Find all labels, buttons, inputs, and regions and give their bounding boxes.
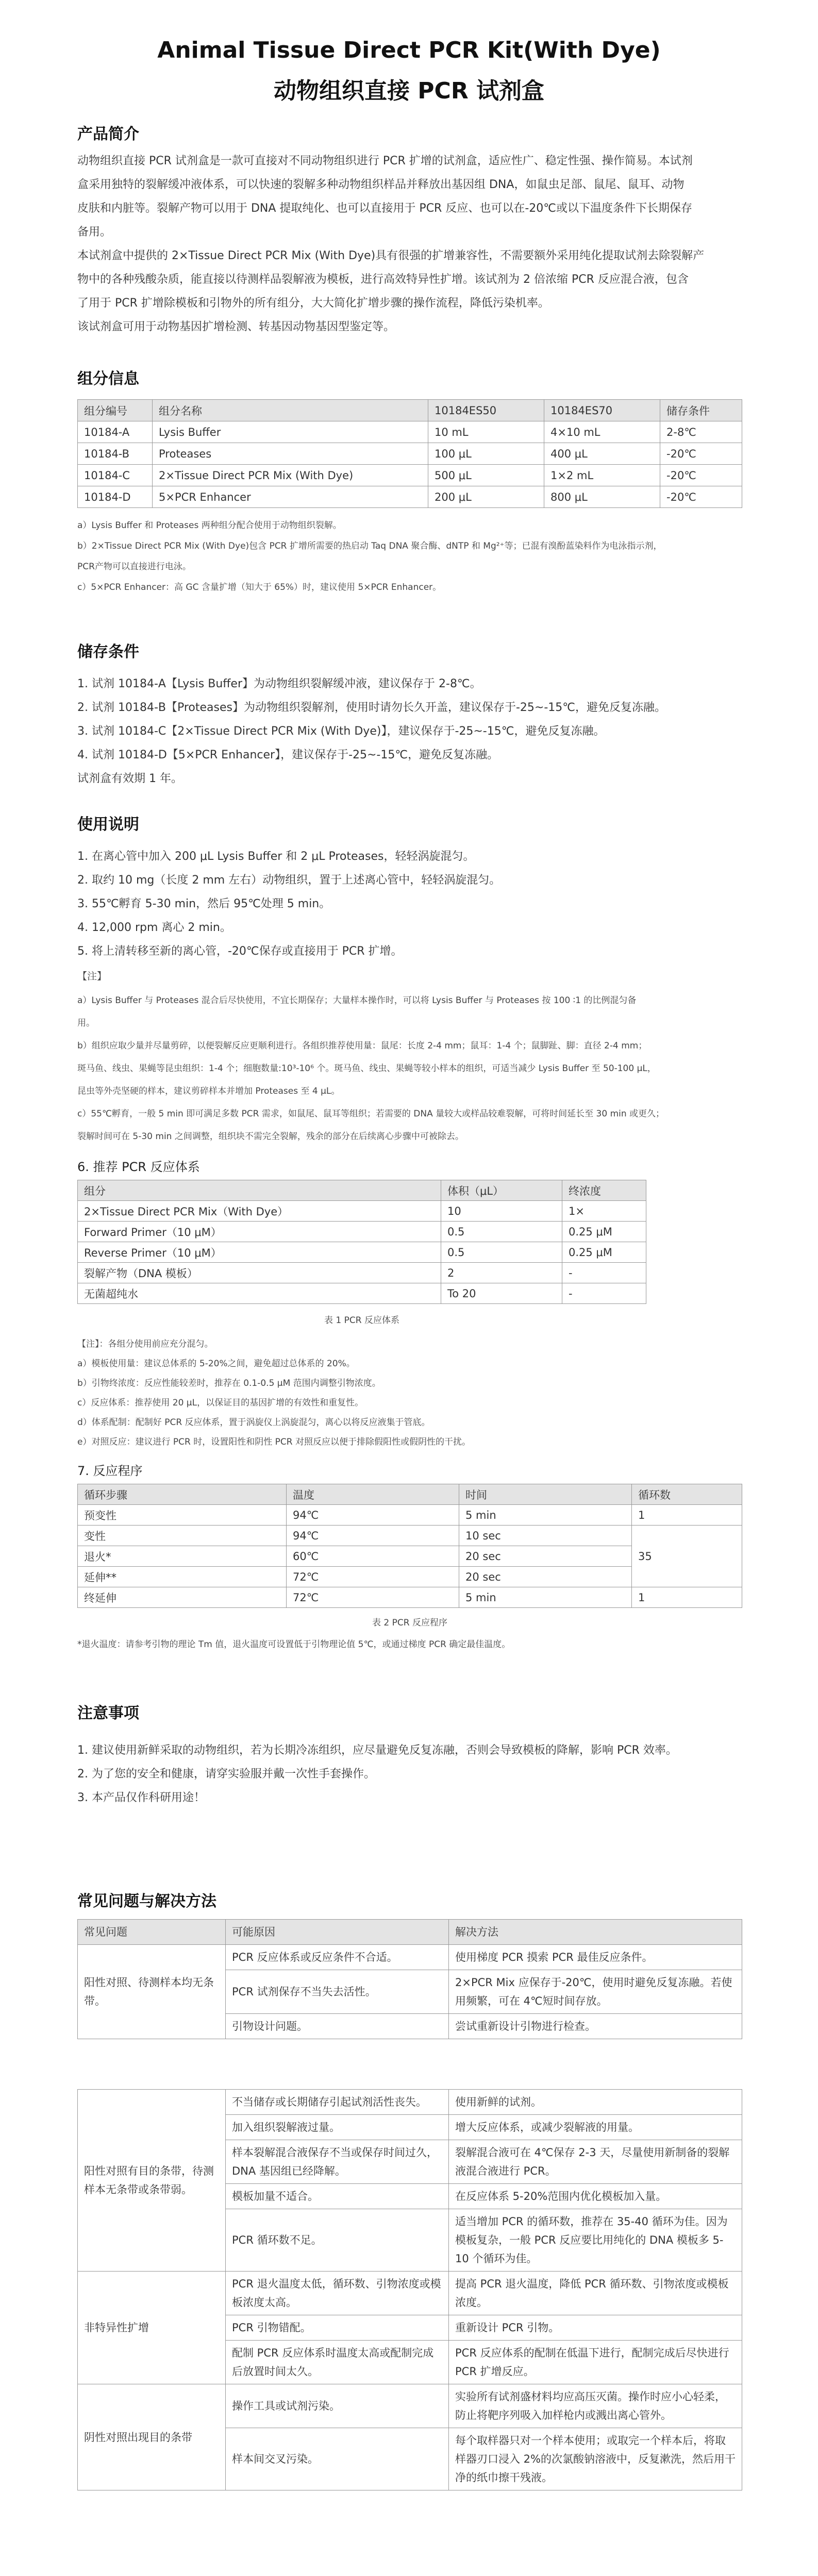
table-cell: Proteases	[153, 443, 428, 465]
note-line: b）引物终浓度：反应性能较差时，推荐在 0.1-0.5 μM 范围内调整引物浓度。	[77, 1378, 381, 1388]
table-row	[78, 1587, 742, 1608]
table-header: 组分名称	[153, 400, 428, 421]
table-cell: 5 min	[459, 1587, 632, 1608]
note-line: c）55℃孵育，一般 5 min 即可满足多数 PCR 需求，如鼠尾、鼠耳等组织；若需要的 DNA 量较大或样品较难裂解，可将时间延长至 30 min 或更久；	[77, 1109, 665, 1119]
faq-table	[77, 1919, 742, 2039]
intro-line: 备用。	[77, 226, 112, 239]
faq-cause: PCR 试剂保存不当失去活性。	[226, 1970, 449, 2014]
faq-cause: PCR 反应体系或反应条件不合适。	[226, 1945, 449, 1970]
note-line: PCR产物可以直接进行电泳。	[77, 562, 191, 572]
table-cell: -	[562, 1283, 646, 1304]
table-cell: 10184-C	[78, 465, 153, 486]
intro-line: 本试剂盒中提供的 2×Tissue Direct PCR Mix (With Dye)具有很强的扩增兼容性，不需要额外采用纯化提取试剂去除裂解产	[77, 249, 705, 262]
table-cell: 60℃	[287, 1546, 459, 1567]
table-cell: 0.25 μM	[562, 1222, 646, 1242]
table-cell: 10 mL	[428, 421, 544, 443]
table-header: 温度	[287, 1484, 459, 1505]
components-heading: 组分信息	[77, 370, 139, 388]
list-item: 4. 试剂 10184-D【5×PCR Enhancer】，建议保存于-25~-15℃，避免反复冻融。	[77, 749, 499, 761]
faq-cause: PCR 退火温度太低，循环数、引物浓度或模板浓度太高。	[226, 2272, 449, 2315]
table-header: 循环数	[632, 1484, 742, 1505]
table-cell: 2×Tissue Direct PCR Mix (With Dye)	[153, 465, 428, 486]
faq-cause: 配制 PCR 反应体系时温度太高或配制完成后放置时间太久。	[226, 2341, 449, 2384]
table-header: 可能原因	[226, 1920, 449, 1945]
intro-line: 物中的各种残酸杂质，能直接以待测样品裂解液为模板，进行高效特异性扩增。该试剂为 2 倍浓缩 PCR 反应混合液，包含	[77, 273, 689, 286]
list-item: 3. 本产品仅作科研用途！	[77, 1791, 205, 1804]
faq-solution: PCR 反应体系的配制在低温下进行，配制完成后尽快进行 PCR 扩增反应。	[449, 2341, 742, 2384]
table-row	[78, 421, 742, 443]
faq-problem: 阳性对照有目的条带，待测样本无条带或条带弱。	[78, 2090, 226, 2272]
table-cell: 10184-B	[78, 443, 153, 465]
title-en: Animal Tissue Direct PCR Kit(With Dye)	[157, 37, 661, 63]
table-row	[78, 465, 742, 486]
recipe-notes	[77, 1334, 742, 1452]
table-cell: 72℃	[287, 1567, 459, 1587]
faq-solution: 实验所有试剂盛材料均应高压灭菌。操作时应小心轻柔，防止将靶序列吸入加样枪内或溅出离心管外。	[449, 2384, 742, 2428]
table-cell: 终延伸	[78, 1587, 287, 1608]
table-row	[78, 1201, 646, 1222]
table-row	[78, 1526, 742, 1546]
note-line: b）2×Tissue Direct PCR Mix (With Dye)包含 PCR 扩增所需要的热启动 Taq DNA 聚合酶、dNTP 和 Mg²⁺等；已混有溴酚蓝染料作为电泳指示剂，	[77, 541, 662, 551]
note-line: e）对照反应：建议进行 PCR 时，设置阳性和阴性 PCR 对照反应以便于排除假阳性或假阴性的干扰。	[77, 1437, 471, 1447]
table-row	[78, 1263, 646, 1283]
table-cell: -	[562, 1263, 646, 1283]
table-cell: 1×2 mL	[544, 465, 660, 486]
storage-heading: 储存条件	[77, 643, 139, 661]
table-row	[78, 1505, 742, 1526]
faq-solution: 提高 PCR 退火温度，降低 PCR 循环数、引物浓度或模板浓度。	[449, 2272, 742, 2315]
note-line: a）模板使用量：建议总体系的 5-20%之间，避免超过总体系的 20%。	[77, 1359, 355, 1369]
table-row	[78, 1222, 646, 1242]
faq-cause: 模板加量不适合。	[226, 2184, 449, 2209]
cautions-list	[77, 1739, 742, 1810]
table-header: 时间	[459, 1484, 632, 1505]
table-cell: 2-8℃	[660, 421, 742, 443]
table-cell: 200 μL	[428, 486, 544, 508]
table-cell: 退火*	[78, 1546, 287, 1567]
usage-steps	[77, 845, 742, 963]
usage-notes	[77, 989, 742, 1148]
table-row	[78, 2384, 742, 2428]
faq-cause: 加入组织裂解液过量。	[226, 2115, 449, 2140]
usage-heading: 使用说明	[77, 816, 139, 834]
list-item: 5. 将上清转移至新的离心管，-20℃保存或直接用于 PCR 扩增。	[77, 945, 403, 958]
table-cell: 400 μL	[544, 443, 660, 465]
faq-solution: 尝试重新设计引物进行检查。	[449, 2014, 742, 2039]
list-item: 1. 建议使用新鲜采取的动物组织，若为长期冷冻组织，应尽量避免反复冻融，否则会导致模板的降解，影响 PCR 效率。	[77, 1744, 677, 1757]
recipe-table	[77, 1180, 646, 1304]
table-cell: -20℃	[660, 443, 742, 465]
faq-solution: 裂解混合液可在 4℃保存 2-3 天，尽量使用新制备的裂解液混合液进行 PCR。	[449, 2140, 742, 2184]
list-item: 1. 试剂 10184-A【Lysis Buffer】为动物组织裂解缓冲液，建议保存于 2-8℃。	[77, 677, 481, 690]
table-row	[78, 443, 742, 465]
table-cell: 10	[441, 1201, 562, 1222]
table-row	[78, 1945, 742, 1970]
faq-cause: 样本间交叉污染。	[226, 2428, 449, 2490]
faq-cause: 样本裂解混合液保存不当或保存时间过久，DNA 基因组已经降解。	[226, 2140, 449, 2184]
table-header: 10184ES50	[428, 400, 544, 421]
intro-line: 盒采用独特的裂解缓冲液体系，可以快速的裂解多种动物组织样品并释放出基因组 DNA，如鼠虫足部、鼠尾、鼠耳、动物	[77, 178, 685, 191]
note-line: a）Lysis Buffer 和 Proteases 两种组分配合使用于动物组织裂解。	[77, 520, 342, 531]
list-item: 2. 取约 10 mg（长度 2 mm 左右）动物组织，置于上述离心管中，轻轻涡旋混匀。	[77, 874, 501, 887]
faq-solution: 每个取样器只对一个样本使用；或取完一个样本后，将取样器刃口浸入 2%的次氯酸钠溶液中，反复漱洗，然后用干净的纸巾擦干残液。	[449, 2428, 742, 2490]
list-item: 2. 试剂 10184-B【Proteases】为动物组织裂解剂，使用时请勿长久开盖，建议保存于-25~-15℃，避免反复冻融。	[77, 701, 666, 714]
intro-text	[77, 149, 742, 339]
faq-cause: PCR 引物错配。	[226, 2315, 449, 2341]
faq-solution: 适当增加 PCR 的循环数，推荐在 35-40 循环为佳。因为模板复杂，一般 PCR 反应要比用纯化的 DNA 模板多 5-10 个循环为佳。	[449, 2209, 742, 2272]
table-row	[78, 1283, 646, 1304]
note-line: 昆虫等外壳坚硬的样本，建议剪碎样本并增加 Proteases 至 4 μL。	[77, 1086, 340, 1096]
faq-problem: 阴性对照出现目的条带	[78, 2384, 226, 2490]
table-cell: 20 sec	[459, 1567, 632, 1587]
table-cell: 94℃	[287, 1505, 459, 1526]
table-cell: 0.25 μM	[562, 1242, 646, 1263]
note-line: d）体系配制：配制好 PCR 反应体系，置于涡旋仪上涡旋混匀，离心以将反应液集于管底。	[77, 1417, 430, 1428]
faq-solution: 使用梯度 PCR 摸索 PCR 最佳反应条件。	[449, 1945, 742, 1970]
table-cell: 5 min	[459, 1505, 632, 1526]
faq-solution: 重新设计 PCR 引物。	[449, 2315, 742, 2341]
table-cell: 2	[441, 1263, 562, 1283]
title-cn: 动物组织直接 PCR 试剂盒	[273, 78, 545, 104]
intro-line: 皮肤和内脏等。裂解产物可以用于 DNA 提取纯化、也可以直接用于 PCR 反应、也可以在-20℃或以下温度条件下长期保存	[77, 202, 692, 215]
table-row	[78, 2272, 742, 2315]
table-cell: -20℃	[660, 486, 742, 508]
table-header: 常见问题	[78, 1920, 226, 1945]
program-heading: 7. 反应程序	[77, 1464, 143, 1478]
table-cell: 10 sec	[459, 1526, 632, 1546]
table-header: 组分编号	[78, 400, 153, 421]
table-cell: 100 μL	[428, 443, 544, 465]
faq-solution: 增大反应体系，或减少裂解液的用量。	[449, 2115, 742, 2140]
table-header: 循环步骤	[78, 1484, 287, 1505]
note-line: 裂解时间可在 5-30 min 之间调整，组织块不需完全裂解，残余的部分在后续离心步骤中可被除去。	[77, 1131, 464, 1142]
table-cell: 20 sec	[459, 1546, 632, 1567]
faq-problem: 阳性对照、待测样本均无条带。	[78, 1945, 226, 2039]
note-line: c）5×PCR Enhancer：高 GC 含量扩增（知大于 65%）时，建议使用 5×PCR Enhancer。	[77, 582, 442, 592]
components-notes	[77, 515, 742, 598]
note-line: 用。	[77, 1018, 95, 1028]
list-item: 4. 12,000 rpm 离心 2 min。	[77, 921, 231, 934]
table-row	[78, 486, 742, 508]
table-header: 组分	[78, 1180, 441, 1201]
faq-table-continued	[77, 2089, 742, 2490]
note-title: 【注】：各组分使用前应充分混匀。	[77, 1339, 213, 1349]
table-cell: 无菌超纯水	[78, 1283, 441, 1304]
faq-cause: 操作工具或试剂污染。	[226, 2384, 449, 2428]
table-cell: 预变性	[78, 1505, 287, 1526]
storage-list	[77, 672, 742, 791]
table-header: 终浓度	[562, 1180, 646, 1201]
intro-line: 了用于 PCR 扩增除模板和引物外的所有组分，大大简化扩增步骤的操作流程，降低污染机率。	[77, 297, 549, 310]
components-table	[77, 399, 742, 508]
table-header: 体积（μL）	[441, 1180, 562, 1201]
usage-note-title: 【注】	[77, 971, 107, 982]
list-item: 1. 在离心管中加入 200 μL Lysis Buffer 和 2 μL Proteases，轻轻涡旋混匀。	[77, 850, 475, 863]
table-cell: 1×	[562, 1201, 646, 1222]
faq-heading: 常见问题与解决方法	[77, 1892, 216, 1910]
table-cell: 1	[632, 1505, 742, 1526]
program-note: *退火温度：请参考引物的理论 Tm 值，退火温度可设置低于引物理论值 5℃，或通过梯度 PCR 确定最佳温度。	[77, 1639, 511, 1650]
faq-solution: 在反应体系 5-20%范围内优化模板加入量。	[449, 2184, 742, 2209]
faq-problem: 非特异性扩增	[78, 2272, 226, 2384]
faq-cause: PCR 循环数不足。	[226, 2209, 449, 2272]
table-cell: Reverse Primer（10 μM）	[78, 1242, 441, 1263]
table-cell: 500 μL	[428, 465, 544, 486]
table-cell: 35	[632, 1526, 742, 1587]
recipe-heading: 6. 推荐 PCR 反应体系	[77, 1160, 200, 1174]
program-table	[77, 1484, 742, 1608]
table-row	[78, 1242, 646, 1263]
table-cell: To 20	[441, 1283, 562, 1304]
list-item: 3. 55℃孵育 5-30 min，然后 95℃处理 5 min。	[77, 897, 331, 910]
cautions-heading: 注意事项	[77, 1704, 139, 1722]
table-cell: 72℃	[287, 1587, 459, 1608]
table-cell: -20℃	[660, 465, 742, 486]
table-header: 储存条件	[660, 400, 742, 421]
program-caption: 表 2 PCR 反应程序	[372, 1618, 447, 1628]
intro-heading: 产品简介	[77, 125, 139, 143]
table-header: 10184ES70	[544, 400, 660, 421]
table-cell: 800 μL	[544, 486, 660, 508]
table-cell: 5×PCR Enhancer	[153, 486, 428, 508]
table-cell: 10184-D	[78, 486, 153, 508]
list-item: 3. 试剂 10184-C【2×Tissue Direct PCR Mix (With Dye)】，建议保存于-25~-15℃，避免反复冻融。	[77, 725, 605, 738]
table-cell: 0.5	[441, 1222, 562, 1242]
note-line: c）反应体系：推荐使用 20 μL，以保证目的基因扩增的有效性和重复性。	[77, 1398, 364, 1408]
faq-solution: 2×PCR Mix 应保存于-20℃，使用时避免反复冻融。若使用频繁，可在 4℃短时间存放。	[449, 1970, 742, 2014]
table-cell: 2×Tissue Direct PCR Mix（With Dye）	[78, 1201, 441, 1222]
table-cell: Forward Primer（10 μM）	[78, 1222, 441, 1242]
table-row	[78, 2090, 742, 2115]
faq-cause: 不当储存或长期储存引起试剂活性丧失。	[226, 2090, 449, 2115]
recipe-caption: 表 1 PCR 反应体系	[324, 1315, 399, 1326]
table-cell: 4×10 mL	[544, 421, 660, 443]
note-line: 斑马鱼、线虫、果蝇等昆虫组织：1-4 个；细胞数量:10³-10⁶ 个。斑马鱼、线虫、果蝇等较小样本的组织，可适当减少 Lysis Buffer 至 50-100 μL，	[77, 1063, 656, 1074]
note-line: b）组织应取少量并尽量剪碎，以便裂解反应更顺利进行。各组织推荐使用量：鼠尾：长度 2-4 mm；鼠耳：1-4 个；鼠脚趾、脚：直径 2-4 mm；	[77, 1041, 647, 1051]
table-cell: Lysis Buffer	[153, 421, 428, 443]
list-item: 2. 为了您的安全和健康，请穿实验服并戴一次性手套操作。	[77, 1768, 375, 1781]
table-cell: 10184-A	[78, 421, 153, 443]
intro-line: 该试剂盒可用于动物基因扩增检测、转基因动物基因型鉴定等。	[77, 320, 395, 333]
faq-cause: 引物设计问题。	[226, 2014, 449, 2039]
table-cell: 1	[632, 1587, 742, 1608]
table-cell: 裂解产物（DNA 模板）	[78, 1263, 441, 1283]
table-cell: 延伸**	[78, 1567, 287, 1587]
table-cell: 变性	[78, 1526, 287, 1546]
table-header: 解决方法	[449, 1920, 742, 1945]
table-cell: 0.5	[441, 1242, 562, 1263]
note-line: a）Lysis Buffer 与 Proteases 混合后尽快使用，不宜长期保存；大量样本操作时，可以将 Lysis Buffer 与 Proteases 按 100 ∶1 的比例混匀备	[77, 995, 637, 1006]
list-item: 试剂盒有效期 1 年。	[77, 772, 182, 785]
intro-line: 动物组织直接 PCR 试剂盒是一款可直接对不同动物组织进行 PCR 扩增的试剂盒，适应性广、稳定性强、操作简易。本试剂	[77, 155, 693, 167]
faq-solution: 使用新鲜的试剂。	[449, 2090, 742, 2115]
table-cell: 94℃	[287, 1526, 459, 1546]
